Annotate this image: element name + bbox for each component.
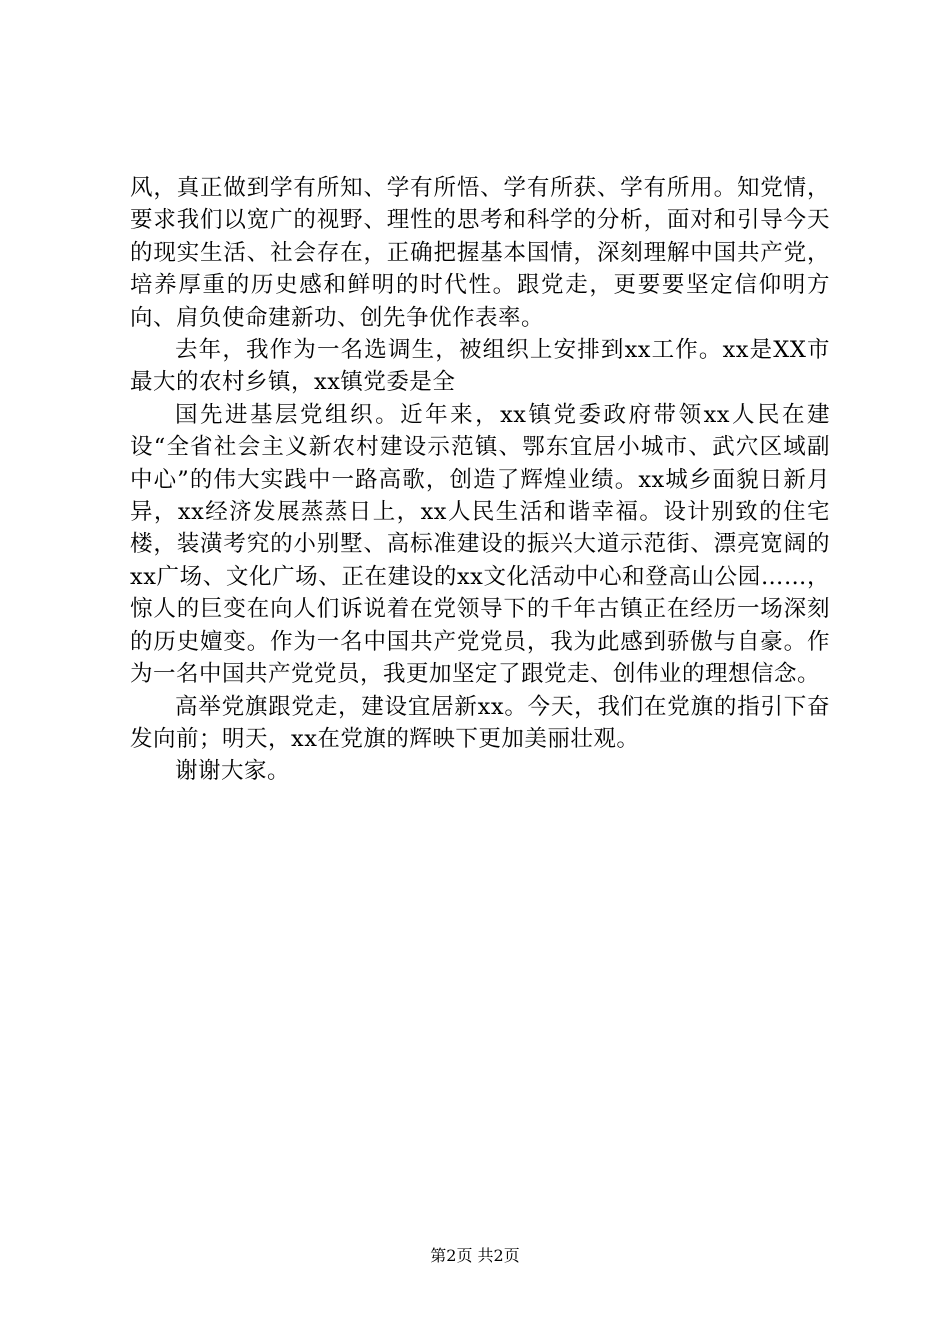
paragraph-5: 谢谢大家。 bbox=[175, 758, 291, 785]
paragraph-4: 高举党旗跟党走，建设宜居新xx。今天，我们在党旗的指引下奋发向前；明天，xx在党旗的辉映下更加美丽壮观。 bbox=[130, 693, 830, 752]
paragraph-1: 风，真正做到学有所知、学有所悟、学有所获、学有所用。知党情，要求我们以宽广的视野、理性的思考和科学的分析，面对和引导今天的现实生活、社会存在，正确把握基本国情，深刻理解中国共产党，培养厚重的历史感和鲜明的时代性。跟党走，更要要坚定信仰明方向、肩负使命建新功、创先争优作表率。 bbox=[130, 175, 830, 331]
paragraph-2: 去年，我作为一名选调生，被组织上安排到xx工作。xx是XX市最大的农村乡镇，xx镇党委是全 bbox=[130, 337, 830, 396]
page-footer: 第2页 共2页 bbox=[430, 1246, 520, 1265]
document-body bbox=[130, 172, 830, 788]
paragraph-3: 国先进基层党组织。近年来，xx镇党委政府带领xx人民在建设“全省社会主义新农村建设示范镇、鄂东宜居小城市、武穴区域副中心”的伟大实践中一路高歌，创造了辉煌业绩。xx城乡面貌日新月异，xx经济发展蒸蒸日上，xx人民生活和谐幸福。设计别致的住宅楼，装潢考究的小别墅、高标准建设的振兴大道示范街、漂亮宽阔的xx广场、文化广场、正在建设的xx文化活动中心和登高山公园……，惊人的巨变在向人们诉说着在党领导下的千年古镇正在经历一场深刻的历史嬗变。作为一名中国共产党党员，我为此感到骄傲与自豪。作为一名中国共产党党员，我更加坚定了跟党走、创伟业的理想信念。 bbox=[130, 401, 830, 688]
